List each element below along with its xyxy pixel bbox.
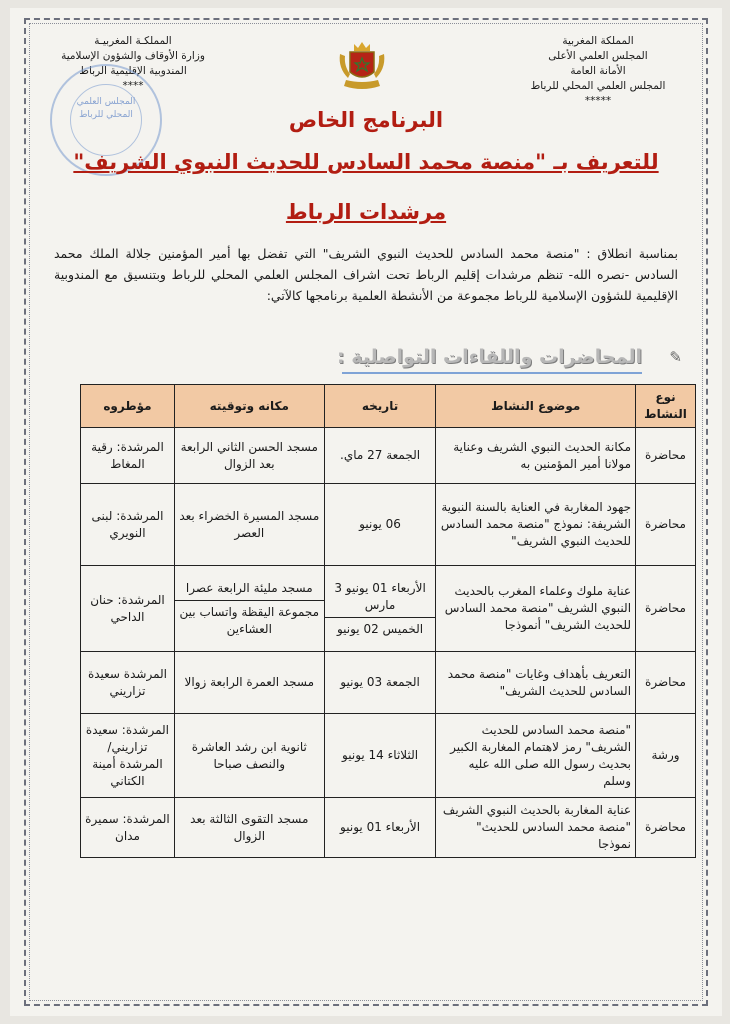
header-left-line: المندوبية الإقليمية الرباط xyxy=(79,65,187,77)
cell-leader: المرشدة: سميرة مدان xyxy=(81,798,175,858)
cell-leader: المرشدة: رقية المغاط xyxy=(81,428,175,484)
cell-type: محاضرة xyxy=(636,798,696,858)
header-right xyxy=(518,34,678,109)
pen-icon: ✎ xyxy=(669,348,682,366)
header-right-line: ***** xyxy=(584,95,612,107)
coat-of-arms-icon xyxy=(332,34,392,94)
cell-place-second: مجموعة اليقظة واتساب بين العشاءين xyxy=(175,600,324,641)
section-underline xyxy=(342,372,642,374)
table-row xyxy=(81,714,696,798)
header-topic: موضوع النشاط xyxy=(436,385,636,428)
cell-topic: عناية ملوك وعلماء المغرب بالحديث النبوي الشريف "منصة محمد السادس للحديث الشريف" أنموذجا xyxy=(436,566,636,652)
header-date: تاريخه xyxy=(324,385,436,428)
cell-place: ثانوية ابن رشد العاشرة والنصف صباحا xyxy=(174,714,324,798)
table-row xyxy=(81,428,696,484)
header-type: نوع النشاط xyxy=(636,385,696,428)
title-line-1: البرنامج الخاص xyxy=(288,108,444,132)
header-right-line: المجلس العلمي المحلي للرباط xyxy=(530,80,666,92)
cell-type: محاضرة xyxy=(636,428,696,484)
cell-place: مسجد الحسن الثاني الرابعة بعد الزوال xyxy=(174,428,324,484)
cell-type: ورشة xyxy=(636,714,696,798)
header-left-line: وزارة الأوقاف والشؤون الإسلامية xyxy=(61,50,205,62)
cell-place: مسجد التقوى الثالثة بعد الزوال xyxy=(174,798,324,858)
cell-topic: "منصة محمد السادس للحديث الشريف" رمز لاهتمام المغاربة الكبير بحديث رسول الله صلى الله عليه وسلم xyxy=(436,714,636,798)
stamp-text: المجلس العلمي المحلي للرباط xyxy=(76,97,136,120)
table-row xyxy=(81,484,696,566)
cell-place: مسجد المسيرة الخضراء بعد العصر xyxy=(174,484,324,566)
cell-leader: المرشدة: سعيدة تزاريني/ المرشدة أمينة الكتاني xyxy=(81,714,175,798)
cell-date: الجمعة 27 ماي. xyxy=(324,428,436,484)
cell-topic: عناية المغاربة بالحديث النبوي الشريف "منصة محمد السادس للحديث" نموذجا xyxy=(436,798,636,858)
cell-topic: جهود المغاربة في العناية بالسنة النبوية الشريفة: نموذج "منصة محمد السادس للحديث النبوي الشريف" xyxy=(436,484,636,566)
header-right-line: المجلس العلمي الأعلى xyxy=(548,50,648,62)
cell-place xyxy=(174,566,324,652)
header-place: مكانه وتوقيته xyxy=(174,385,324,428)
cell-type: محاضرة xyxy=(636,484,696,566)
cell-type: محاضرة xyxy=(636,566,696,652)
cell-place: مسجد العمرة الرابعة زوالا xyxy=(174,652,324,714)
cell-date: الأربعاء 01 يونيو xyxy=(324,798,436,858)
title-line-3: مرشدات الرباط xyxy=(285,200,447,224)
activities-table xyxy=(80,384,696,858)
header-right-line: المملكة المغربية xyxy=(562,35,634,47)
cell-leader: المرشدة سعيدة تزاريني xyxy=(81,652,175,714)
section-title: المحاضرات واللقاءات التواصلية : xyxy=(336,346,642,368)
intro-paragraph: بمناسبة انطلاق : "منصة محمد السادس للحديث النبوي الشريف" التي تفضل بها أمير المؤمنين جلالة الملك محمد السادس -نصره الله- تنظم مرشدات إقليم الرباط تحت اشراف المجلس العلمي المحلي للرباط وبتنسيق مع المندوبية الإقليمية للشؤون الإسلامية للرباط مجموعة من الأنشطة العلمية برنامجها كالآتي: xyxy=(54,246,678,303)
document-page xyxy=(10,8,722,1016)
cell-leader: المرشدة: لبنى النويري xyxy=(81,484,175,566)
cell-date: الجمعة 03 يونيو xyxy=(324,652,436,714)
cell-topic: التعريف بأهداف وغايات "منصة محمد السادس للحديث الشريف" xyxy=(436,652,636,714)
header-leader: مؤطروه xyxy=(81,385,175,428)
title-line-2: للتعريف بـ "منصة محمد السادس للحديث النبوي الشريف" xyxy=(73,150,659,174)
cell-date: 06 يونيو xyxy=(324,484,436,566)
table-row xyxy=(81,566,696,652)
cell-date-first: الأربعاء 01 يونيو 3 مارس xyxy=(334,580,426,612)
header-left-line: **** xyxy=(122,80,144,92)
cell-place-first: مسجد مليئة الرابعة عصرا xyxy=(185,580,313,595)
cell-date: الثلاثاء 14 يونيو xyxy=(324,714,436,798)
cell-leader: المرشدة: حنان الداحي xyxy=(81,566,175,652)
cell-date xyxy=(324,566,436,652)
table-row xyxy=(81,652,696,714)
header-left-line: المملكـة المغربيـة xyxy=(94,35,172,47)
cell-topic: مكانة الحديث النبوي الشريف وعناية مولانا أمير المؤمنين به xyxy=(436,428,636,484)
cell-type: محاضرة xyxy=(636,652,696,714)
table-row xyxy=(81,798,696,858)
table-header-row xyxy=(81,385,696,428)
header-right-line: الأمانة العامة xyxy=(570,65,626,77)
cell-date-second: الخميس 02 يونيو xyxy=(325,617,436,641)
